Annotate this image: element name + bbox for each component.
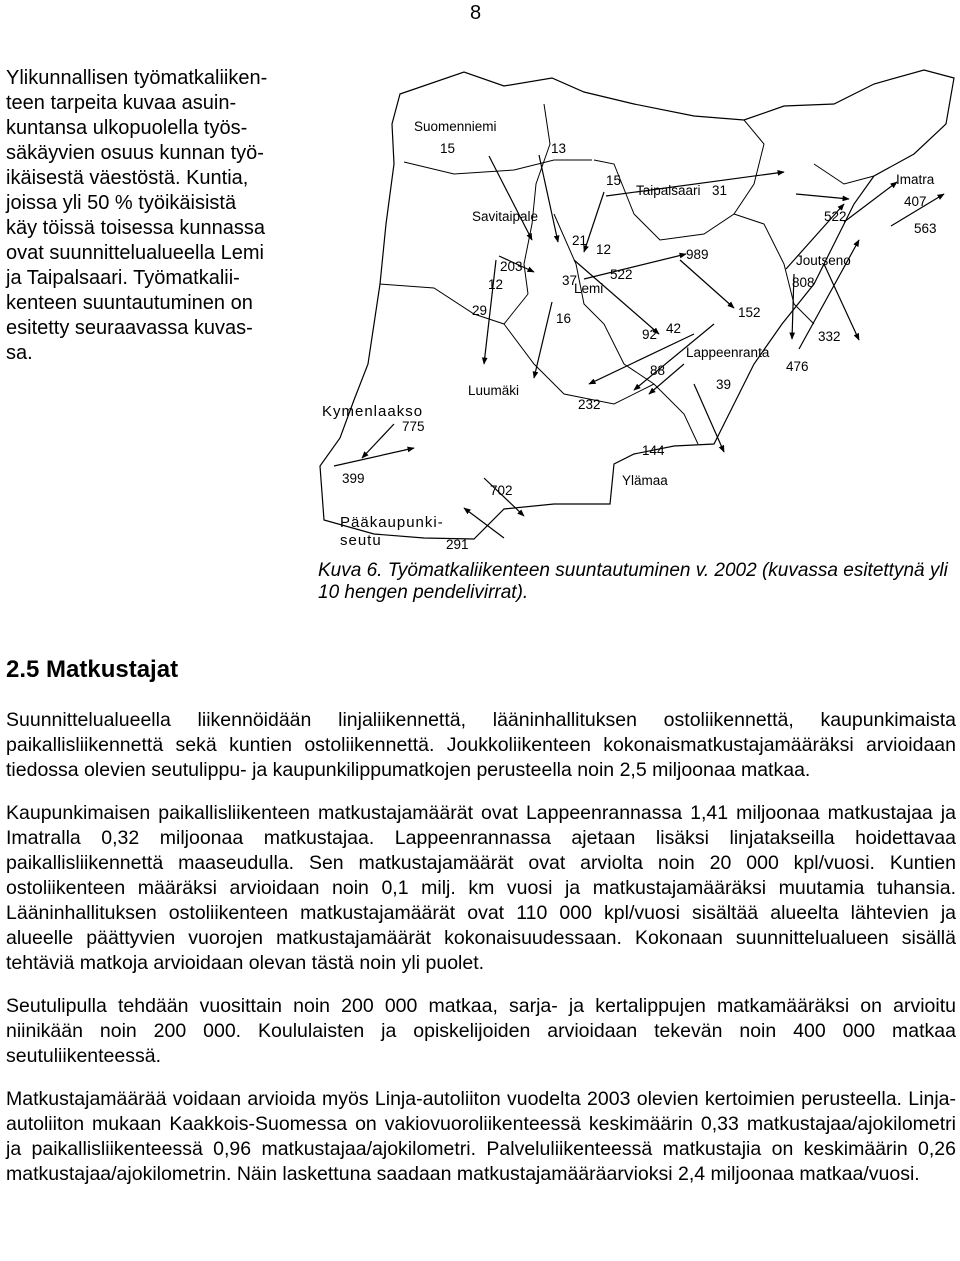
flow-value: 399 bbox=[342, 471, 365, 486]
flow-value: 522 bbox=[610, 267, 633, 282]
section-body bbox=[6, 708, 956, 1205]
place-taipalsaari: Taipalsaari bbox=[636, 183, 701, 198]
flow-value: 21 bbox=[572, 233, 588, 248]
flow-value: 407 bbox=[904, 194, 927, 209]
place-savitaipale: Savitaipale bbox=[472, 209, 539, 224]
commuting-map-figure bbox=[314, 64, 960, 564]
flow-value: 522 bbox=[824, 209, 847, 224]
flow-value: 332 bbox=[818, 329, 841, 344]
figure-caption: Kuva 6. Työmatkaliikenteen suuntautuminen v. 2002 (kuvassa esitettynä yli 10 hengen pendelivirrat). bbox=[318, 560, 948, 603]
paragraph: Suunnittelualueella liikennöidään linjaliikennettä, lääninhallituksen ostoliikennettä, kaupunkimaista paikallisliikennettä sekä kuntien ostoliikennettä. Joukkoliikenteen kokonaismatkustajamääräksi arvioidaan tiedossa olevien seutulippu- ja kaupunkilippumatkojen perusteella noin 2,5 miljoonaa matkaa. bbox=[6, 709, 956, 781]
paragraph: Kaupunkimaisen paikallisliikenteen matkustajamäärät ovat Lappeenrannassa 1,41 miljoonaa matkustajaa ja Imatralla 0,32 miljoonaa matkustajaa. Lappeenrannassa ajetaan lisäksi linjatakseilla hoidettavaa paikallisliikennettä maaseudulla. Sen matkustajamäärät ovat arviolta noin 20 000 kpl/vuosi. Kuntien ostoliikenteen määräksi arvioidaan noin 0,1 milj. km vuosi ja matkustajamääräksi muutamia tuhansia. Lääninhallituksen ostoliikenteen matkustajamäärät ovat 110 000 kpl/vuosi sisältää alueelta lähtevien ja alueelle päättyvien vuorojen matkustajamäärät kokonaisuudessaan. Kokonaan suunnittelualueen sisällä tehtäviä matkoja arvioidaan olevan tästä noin yli puolet. bbox=[6, 802, 956, 974]
place-lemi: Lemi bbox=[574, 281, 604, 296]
flow-value: 291 bbox=[446, 537, 469, 552]
flow-value: 42 bbox=[666, 321, 682, 336]
border-luumaki bbox=[380, 284, 528, 324]
place-paakaupunkiseutu-line1: Pääkaupunki- bbox=[340, 514, 444, 531]
flow-value: 15 bbox=[606, 173, 622, 188]
flow-value: 15 bbox=[440, 141, 456, 156]
flow-value: 37 bbox=[562, 273, 578, 288]
page-number: 8 bbox=[470, 2, 482, 24]
border-savitaipale-lemi bbox=[524, 104, 550, 294]
flow-value: 152 bbox=[738, 305, 761, 320]
flow-value: 563 bbox=[914, 221, 937, 236]
place-paakaupunkiseutu-line2: seutu bbox=[340, 532, 382, 549]
intro-text: Ylikunnallisen työmatkaliiken- teen tarpeita kuvaa asuin- kuntansa ulkopuolella työs- säkäyvien osuus kunnan työ- ikäisestä väestöstä. Kuntia, joissa yli 50 % työikäisistä käy töissä toisessa kunnassa ovat suunnittelualueella Lemi ja Taipalsaari. Työmatkalii- kenteen suuntautuminen on esitetty seuraavassa kuvas- sa. bbox=[6, 67, 268, 364]
place-imatra: Imatra bbox=[896, 172, 935, 187]
flow-value: 13 bbox=[551, 141, 567, 156]
flow-value: 232 bbox=[578, 397, 601, 412]
place-luumaki: Luumäki bbox=[468, 383, 520, 398]
place-suomenniemi: Suomenniemi bbox=[414, 119, 497, 134]
flow-value: 144 bbox=[642, 443, 665, 458]
place-lappeenranta: Lappeenranta bbox=[686, 345, 770, 360]
flow-value: 31 bbox=[712, 183, 728, 198]
flow-value: 29 bbox=[472, 303, 488, 318]
flow-value: 702 bbox=[490, 483, 513, 498]
flow-value: 88 bbox=[650, 363, 666, 378]
flow-value: 12 bbox=[596, 242, 612, 257]
flow-value: 808 bbox=[792, 275, 815, 290]
flow-value: 12 bbox=[488, 277, 504, 292]
section-heading: 2.5 Matkustajat bbox=[6, 656, 179, 683]
paragraph: Matkustajamäärää voidaan arvioida myös Linja-autoliiton vuodelta 2003 olevien kertoimien perusteella. Linja-autoliiton mukaan Kaakkois-Suomessa on vakiovuoroliikenteessä keskimäärin 0,33 matkustajaa/ajokilometri ja paikallisliikenteessä 0,96 matkustajaa/ajokilometri. Palveluliikenteessä matkustajia on keskimäärin 0,26 matkustajaa/ajokilometrin. Näin laskettuna saadaan matkustajamääräarvioksi 2,4 miljoonaa matkaa/vuosi. bbox=[6, 1088, 956, 1185]
place-joutseno: Joutseno bbox=[796, 253, 851, 268]
flow-value: 203 bbox=[500, 259, 523, 274]
border-joutseno-imatra bbox=[814, 164, 874, 184]
border-suomenniemi-savitaipale bbox=[404, 160, 592, 174]
flow-value: 775 bbox=[402, 419, 425, 434]
place-ylamaa: Ylämaa bbox=[622, 473, 668, 488]
region-map bbox=[314, 64, 960, 564]
flow-value: 989 bbox=[686, 247, 709, 262]
place-kymenlaakso: Kymenlaakso bbox=[322, 403, 424, 420]
flow-value: 476 bbox=[786, 359, 809, 374]
region-outline bbox=[320, 70, 954, 539]
flow-value: 92 bbox=[642, 327, 658, 342]
flow-value: 16 bbox=[556, 311, 572, 326]
flow-value: 39 bbox=[716, 377, 732, 392]
paragraph: Seutulipulla tehdään vuosittain noin 200 000 matkaa, sarja- ja kertalippujen matkamääräksi on arvioitu niinikään noin 200 000. Koululaisten ja opiskelijoiden arvioidaan tekevän noin 400 000 matkaa seutuliikenteessä. bbox=[6, 995, 956, 1067]
